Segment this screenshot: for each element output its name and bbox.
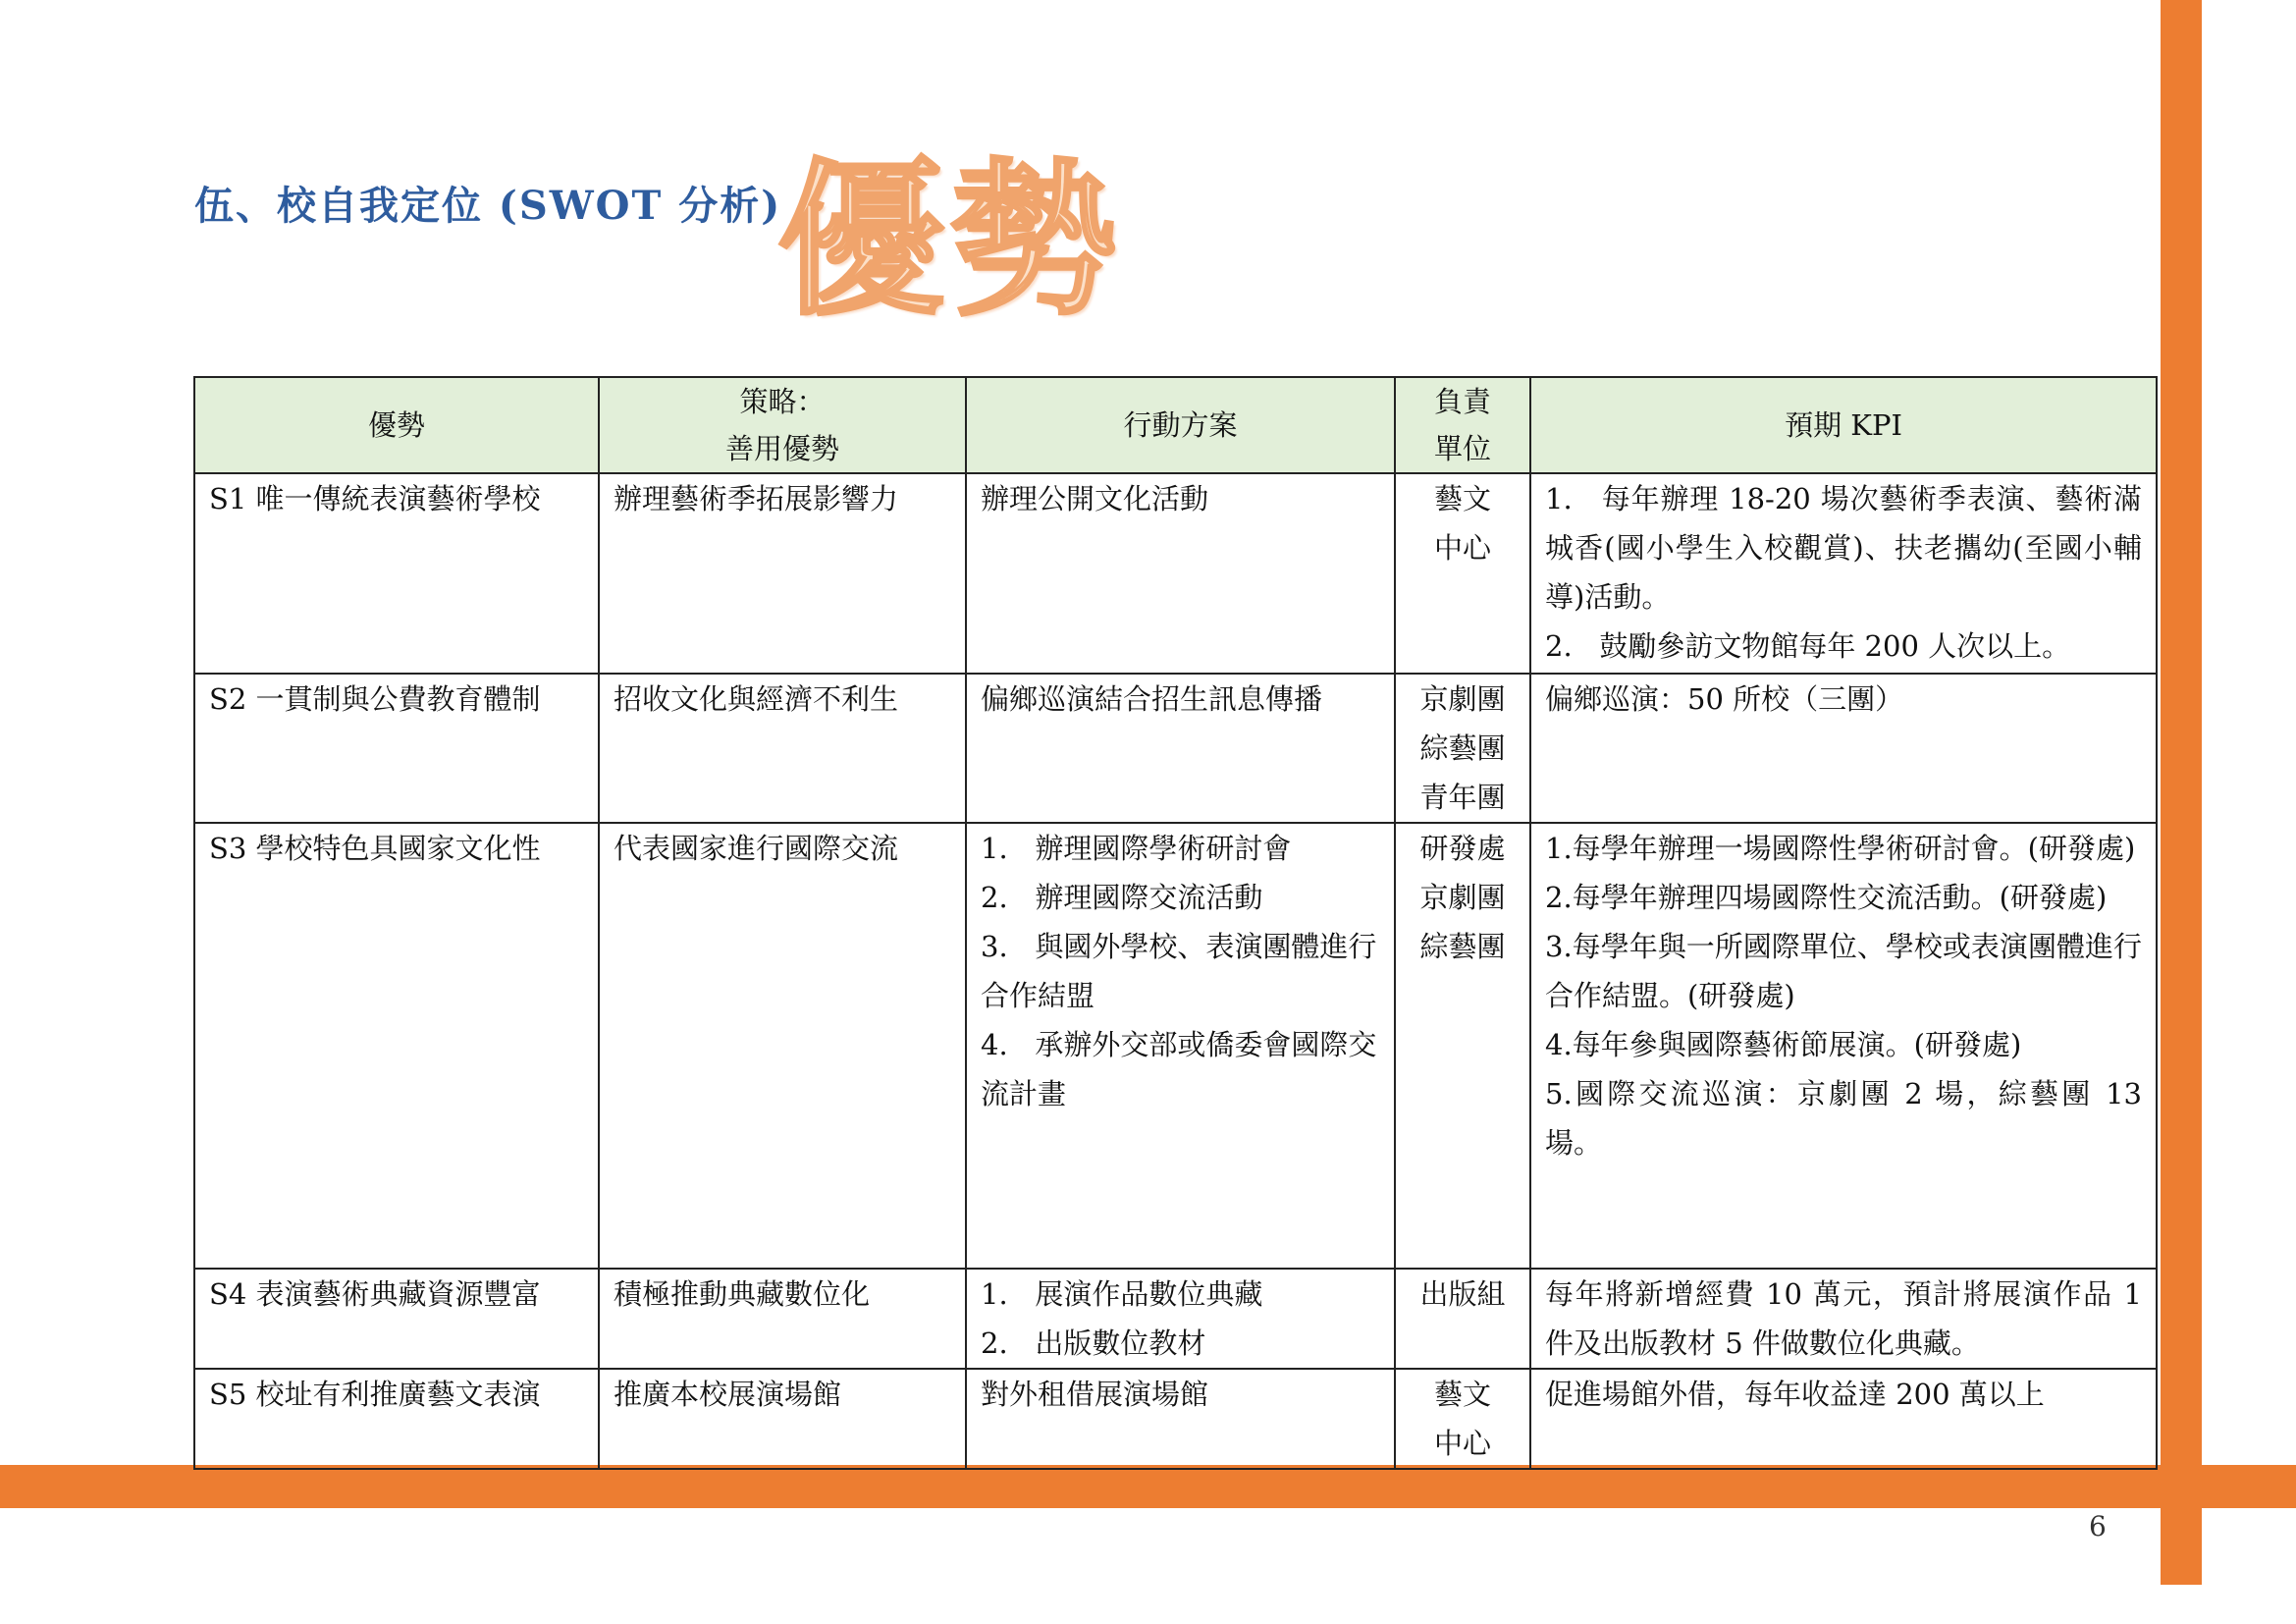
kpi-item: 3.每學年與一所國際單位、學校或表演團體進行合作結盟。(研發處) — [1545, 930, 2142, 1012]
header-unit-line1: 負責 — [1433, 385, 1491, 418]
unit-line: 綜藝團 — [1419, 731, 1506, 765]
action-item: 對外租借展演場館 — [981, 1378, 1209, 1411]
kpi-cell — [1530, 823, 2157, 1269]
action-cell — [966, 1369, 1395, 1469]
strength-cell: S2 一貫制與公費教育體制 — [194, 674, 599, 823]
unit-line: 出版組 — [1419, 1277, 1506, 1311]
unit-line: 京劇團 — [1419, 881, 1506, 914]
header-strategy-line1: 策略： — [739, 385, 826, 418]
right-orange-bar — [2161, 0, 2202, 1585]
strategy-cell: 招收文化與經濟不利生 — [599, 674, 966, 823]
strategy-cell: 代表國家進行國際交流 — [599, 823, 966, 1269]
unit-line: 京劇團 — [1419, 682, 1506, 716]
kpi-item: 偏鄉巡演：50 所校（三團） — [1545, 682, 1904, 716]
action-cell — [966, 473, 1395, 674]
action-item: 辦理公開文化活動 — [981, 482, 1209, 515]
page-number: 6 — [2089, 1510, 2107, 1543]
action-cell — [966, 674, 1395, 823]
header-action: 行動方案 — [966, 377, 1395, 473]
header-strategy-line2: 善用優勢 — [724, 432, 839, 465]
strength-cell: S5 校址有利推廣藝文表演 — [194, 1369, 599, 1469]
action-cell — [966, 823, 1395, 1269]
action-item: 2. 辦理國際交流活動 — [981, 881, 1263, 914]
header-kpi: 預期 KPI — [1530, 377, 2157, 473]
unit-cell — [1395, 674, 1530, 823]
unit-cell — [1395, 1269, 1530, 1369]
strength-wordart: 優勢 — [777, 142, 1124, 339]
action-cell — [966, 1269, 1395, 1369]
unit-line: 研發處 — [1419, 832, 1506, 865]
header-strength: 優勢 — [194, 377, 599, 473]
table-row-s3 — [194, 823, 2157, 1269]
header-strategy — [599, 377, 966, 473]
table-row-s4 — [194, 1269, 2157, 1369]
kpi-item: 5.國際交流巡演：京劇團 2 場，綜藝團 13 場。 — [1545, 1077, 2142, 1160]
action-item: 1. 展演作品數位典藏 — [981, 1277, 1263, 1311]
strategy-cell: 推廣本校展演場館 — [599, 1369, 966, 1469]
kpi-cell — [1530, 1369, 2157, 1469]
action-item: 3. 與國外學校、表演團體進行合作結盟 — [981, 930, 1377, 1012]
strength-cell: S4 表演藝術典藏資源豐富 — [194, 1269, 599, 1369]
unit-line: 綜藝團 — [1419, 930, 1506, 963]
kpi-item: 2. 鼓勵參訪文物館每年 200 人次以上。 — [1545, 629, 2071, 663]
action-item: 4. 承辦外交部或僑委會國際交流計畫 — [981, 1028, 1377, 1110]
kpi-item: 2.每學年辦理四場國際性交流活動。(研發處) — [1545, 881, 2108, 914]
kpi-item: 1.每學年辦理一場國際性學術研討會。(研發處) — [1545, 832, 2136, 865]
action-item: 1. 辦理國際學術研討會 — [981, 832, 1292, 865]
kpi-cell — [1530, 674, 2157, 823]
kpi-cell — [1530, 1269, 2157, 1369]
kpi-item: 促進場館外借，每年收益達 200 萬以上 — [1545, 1378, 2045, 1411]
table-row-s5 — [194, 1369, 2157, 1469]
table-row-s2 — [194, 674, 2157, 823]
strategy-cell: 積極推動典藏數位化 — [599, 1269, 966, 1369]
kpi-item: 4.每年參與國際藝術節展演。(研發處) — [1545, 1028, 2022, 1061]
unit-line: 青年團 — [1419, 781, 1506, 814]
kpi-item: 1. 每年辦理 18-20 場次藝術季表演、藝術滿城香(國小學生入校觀賞)、扶老攜幼(至國小輔導)活動。 — [1545, 482, 2142, 614]
header-unit — [1395, 377, 1530, 473]
unit-line: 藝文 — [1433, 482, 1491, 515]
unit-line: 藝文 — [1433, 1378, 1491, 1411]
strength-cell: S3 學校特色具國家文化性 — [194, 823, 599, 1269]
unit-cell — [1395, 1369, 1530, 1469]
kpi-cell — [1530, 473, 2157, 674]
table-header-row — [194, 377, 2157, 473]
kpi-item: 每年將新增經費 10 萬元，預計將展演作品 1 件及出版教材 5 件做數位化典藏。 — [1545, 1277, 2142, 1360]
swot-strength-table — [193, 376, 2158, 1470]
unit-line: 中心 — [1433, 531, 1491, 565]
unit-cell — [1395, 823, 1530, 1269]
unit-cell — [1395, 473, 1530, 674]
section-heading: 伍、校自我定位 (SWOT 分析) — [194, 183, 782, 229]
header-unit-line2: 單位 — [1433, 432, 1491, 465]
bottom-orange-bar — [0, 1465, 2296, 1508]
strength-cell: S1 唯一傳統表演藝術學校 — [194, 473, 599, 674]
action-item: 偏鄉巡演結合招生訊息傳播 — [981, 682, 1323, 716]
unit-line: 中心 — [1433, 1427, 1491, 1460]
strategy-cell: 辦理藝術季拓展影響力 — [599, 473, 966, 674]
table-row-s1 — [194, 473, 2157, 674]
action-item: 2. 出版數位教材 — [981, 1326, 1206, 1360]
